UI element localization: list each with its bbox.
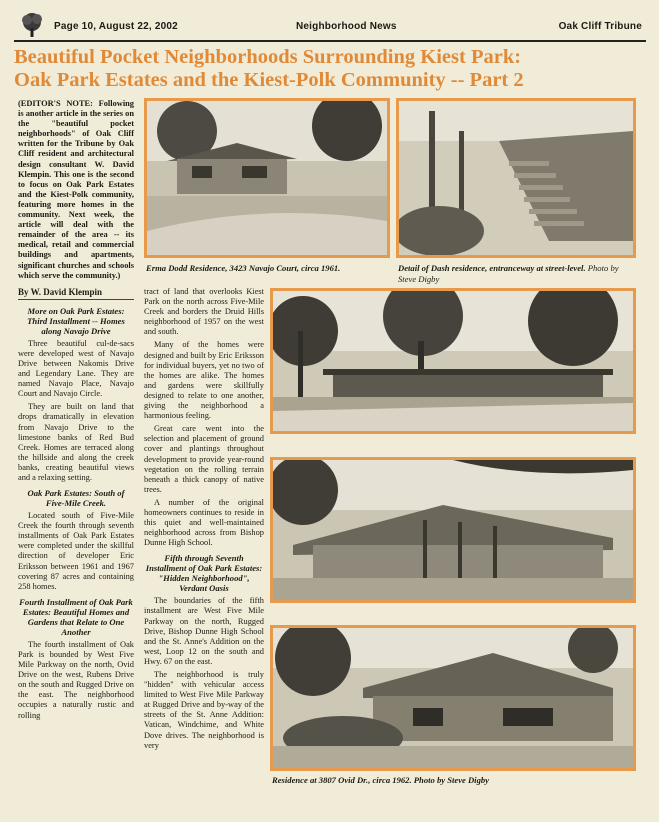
editors-note: (EDITOR'S NOTE: Following is another article in the series on the "beautiful pocket neighborhoods" of Oak Cliff written for the Tribune by Oak Cliff resident and architectural design consultant W. David Klempin. This one is the second to focus on Oak Park Estates and the Kiest-Polk community, featuring more homes in the community. Next week, the article will deal with the remainder of the area -- its medical, retail and commercial buildings and apartments, significant churches and schools which serve the community.)	[18, 99, 134, 280]
article-column-1	[18, 99, 134, 724]
photo-ovid-residence	[270, 625, 636, 771]
headline-line-1: Beautiful Pocket Neighborhoods Surrounding Kiest Park:	[14, 46, 522, 68]
stairs-photo-illustration	[399, 101, 633, 255]
headline-line-2: Oak Park Estates and the Kiest-Polk Community -- Part 2	[14, 69, 524, 91]
house-photo-illustration	[147, 101, 387, 255]
tree-logo-icon	[18, 12, 46, 38]
caption-ovid	[272, 775, 636, 786]
paragraph: Three beautiful cul-de-sacs were developed west of Navajo Drive between Nakomis Drive and Legendary Lane. They are named Navajo Place, Navajo Court and Navajo Circle.	[18, 338, 134, 399]
house-photo-illustration	[273, 628, 633, 768]
caption-dodd: Erma Dodd Residence, 3423 Navajo Court, circa 1961.	[146, 263, 341, 273]
subhead-fourth: Fourth Installment of Oak Park Estates: Beautiful Homes and Gardens that Relate to One Another	[19, 596, 133, 637]
article-column-2	[144, 287, 264, 754]
byline: By W. David Klempin	[18, 287, 134, 300]
house-photo-illustration	[273, 291, 633, 431]
paragraph: Many of the homes were designed and built by Eric Eriksson for individual buyers, yet no two of the homes are alike. The homes and gardens were skillfully designed to relate to one another, giving the neighborhood a harmonious feeling.	[144, 340, 264, 421]
caption-dash	[398, 263, 636, 284]
house-photo-illustration	[273, 460, 633, 600]
subhead-navajo: More on Oak Park Estates: Third Installment -- Homes along Navajo Drive	[27, 305, 125, 336]
paragraph: The fourth installment of Oak Park is bounded by West Five Mile Parkway on the north, Ovid Drive on the west, Rubens Drive on the south and Rugged Drive on the east. The neighborhood occupies a naturally rustic and rolling	[18, 639, 134, 720]
photo-credit: Photo by Steve Digby	[398, 263, 619, 284]
paragraph: Located south of Five-Mile Creek the fourth through seventh installments of Oak Park Estates were completed under the skillful direction of developer Eric Eriksson between 1961 and 1967 covering 87 acres and containing 258 homes.	[18, 511, 134, 591]
photo-ranch-house-2	[270, 457, 636, 603]
page-date: Page 10, August 22, 2002	[54, 21, 178, 32]
paragraph: The boundaries of the fifth installment are West Five Mile Parkway on the north, Rugged Drive, Bishop Dunne High School and the St. Anne's Addition on the west, Loop 12 on the south and Hwy. 67 on the east.	[144, 596, 264, 666]
subhead-fifth: Fifth through Seventh Installment of Oak Park Estates: "Hidden Neighborhood", Verdant Oasis	[145, 553, 263, 594]
paragraph: The neighborhood is truly "hidden" with vehicular access limited to West Five Mile Parkway at Rugged Drive and by-way of the streets of the St. Anne Addition: Vatican, Windchime, and White Dove drives. The neighborhood is very	[144, 670, 264, 750]
photo-dodd-residence	[144, 98, 390, 258]
publication-name: Oak Cliff Tribune	[558, 21, 642, 32]
paragraph: They are built on land that drops dramatically in elevation from Navajo Drive to the limestone banks of Red Bud Creek. Homes are terraced along the hillside and along the creek banks, creating beautiful views and a relaxing setting.	[18, 402, 134, 482]
paragraph: Great care went into the selection and placement of ground cover and plantings throughout development to provide year-round vegetation on the rolling terrain beneath a thick canopy of native trees.	[144, 424, 264, 494]
page-header	[14, 12, 646, 42]
caption-dash-text: Detail of Dash residence, entranceway at street-level.	[398, 263, 586, 273]
photo-credit: Photo by Steve Digby	[413, 775, 489, 785]
photo-dash-entranceway	[396, 98, 636, 258]
paragraph: tract of land that overlooks Kiest Park on the north across Five-Mile Creek and borders the Druid Hills neighborhood of 1957 on the west and south.	[144, 287, 264, 337]
section-name: Neighborhood News	[296, 21, 397, 32]
photo-ranch-house-1	[270, 288, 636, 434]
subhead-south: Oak Park Estates: South of Five-Mile Creek.	[27, 488, 125, 509]
caption-ovid-text: Residence at 3807 Ovid Dr., circa 1962.	[272, 775, 412, 785]
headline	[14, 46, 650, 92]
paragraph: A number of the original homeowners continues to reside in this quiet and well-maintained neighborhood across from Bishop Dunne High School.	[144, 497, 264, 548]
